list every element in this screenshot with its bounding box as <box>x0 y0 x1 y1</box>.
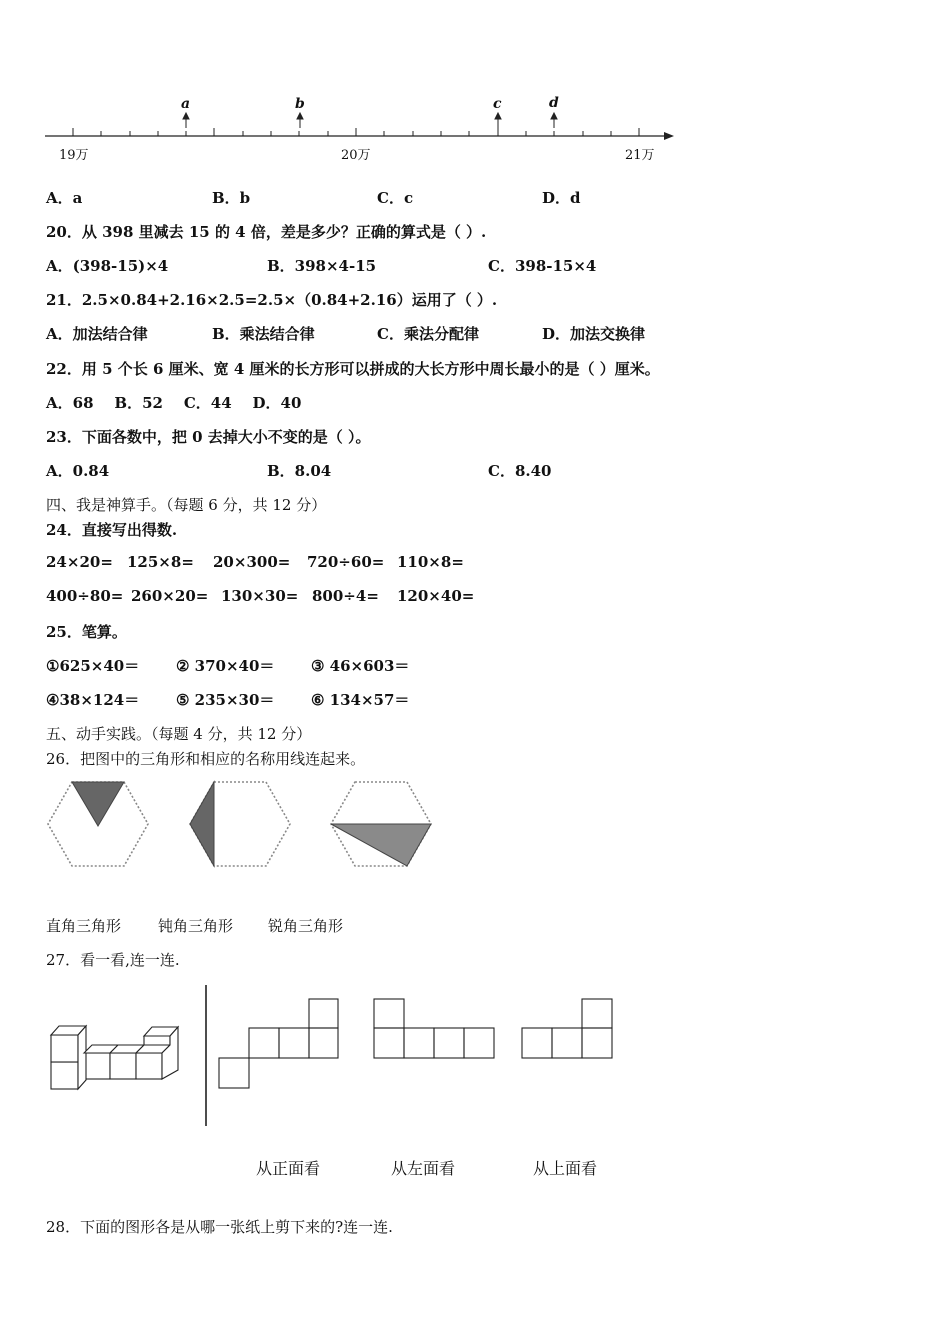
q23-option-c: C．8.40 <box>488 462 552 480</box>
q20-option-a: A．(398-15)×4 <box>46 257 169 275</box>
q24-item: 125×8= <box>127 553 194 571</box>
q19-option-d: D．d <box>542 189 581 207</box>
q22-options: A．68 B．52 C．44 D．40 <box>46 394 302 412</box>
q19-option-b: B．b <box>212 189 251 207</box>
q24-item: 400÷80= <box>46 587 124 605</box>
q19-option-a: A．a <box>46 189 83 207</box>
q24-text: 24．直接写出得数. <box>46 521 178 539</box>
triangle-label-obtuse: 钝角三角形 <box>158 917 234 935</box>
triangle-label-acute: 锐角三角形 <box>268 917 344 935</box>
view-left <box>374 999 494 1058</box>
number-line <box>0 0 950 170</box>
point-c-label: c <box>493 96 502 112</box>
q28-text: 28．下面的图形各是从哪一张纸上剪下来的?连一连. <box>46 1218 393 1236</box>
hexagon-3 <box>331 782 431 866</box>
q21-option-a: A．加法结合律 <box>46 325 148 343</box>
hexagon-2 <box>190 782 290 866</box>
q25-item: ② 370×40＝ <box>176 657 275 675</box>
q24-item: 110×8= <box>397 553 464 571</box>
q21-option-d: D．加法交换律 <box>542 325 646 343</box>
q21-text: 21．2.5×0.84+2.16×2.5=2.5×（0.84+2.16）运用了（ ）. <box>46 291 498 309</box>
view-top <box>522 999 612 1058</box>
q19-option-c: C．c <box>377 189 414 207</box>
point-b-label: b <box>295 96 305 112</box>
q20-option-c: C．398-15×4 <box>488 257 597 275</box>
q25-item: ③ 46×603＝ <box>311 657 410 675</box>
q27-figure <box>0 980 950 1140</box>
q27-text: 27．看一看,连一连. <box>46 951 180 969</box>
view-front <box>219 999 338 1088</box>
q24-item: 20×300= <box>213 553 291 571</box>
tick-21wan: 21万 <box>625 148 655 163</box>
q23-option-a: A．0.84 <box>46 462 110 480</box>
q23-text: 23．下面各数中，把 0 去掉大小不变的是（ ）。 <box>46 428 371 446</box>
point-d-label: d <box>549 95 559 111</box>
q24-item: 24×20= <box>46 553 113 571</box>
hexagon-1 <box>48 782 148 866</box>
view-label-top: 从上面看 <box>533 1159 598 1178</box>
tick-20wan: 20万 <box>341 148 371 163</box>
q21-option-c: C．乘法分配律 <box>377 325 479 343</box>
view-label-front: 从正面看 <box>256 1159 321 1178</box>
q25-item: ⑤ 235×30＝ <box>176 691 275 709</box>
cube-model <box>51 1026 178 1089</box>
point-a-label: a <box>181 96 191 112</box>
q24-item: 260×20= <box>131 587 209 605</box>
q24-item: 130×30= <box>221 587 299 605</box>
q24-item: 800÷4= <box>312 587 379 605</box>
triangle-label-right: 直角三角形 <box>46 917 122 935</box>
q21-option-b: B．乘法结合律 <box>212 325 315 343</box>
section-4-title: 四、我是神算手。（每题 6 分，共 12 分） <box>46 496 327 514</box>
q20-option-b: B．398×4-15 <box>267 257 377 275</box>
q24-item: 720÷60= <box>307 553 385 571</box>
section-5-title: 五、动手实践。（每题 4 分，共 12 分） <box>46 725 312 743</box>
q26-hexagons <box>0 770 950 880</box>
q20-text: 20．从 398 里减去 15 的 4 倍，差是多少？正确的算式是（ ）. <box>46 223 487 241</box>
tick-19wan: 19万 <box>59 148 89 163</box>
q22-text: 22．用 5 个长 6 厘米、宽 4 厘米的长方形可以拼成的大长方形中周长最小的是（ ）厘米。 <box>46 360 660 378</box>
q26-text: 26．把图中的三角形和相应的名称用线连起来。 <box>46 750 366 768</box>
view-label-left: 从左面看 <box>391 1159 456 1178</box>
q25-item: ①625×40＝ <box>46 657 140 675</box>
q23-option-b: B．8.04 <box>267 462 332 480</box>
q25-item: ④38×124＝ <box>46 691 140 709</box>
q25-item: ⑥ 134×57＝ <box>311 691 410 709</box>
q25-text: 25．笔算。 <box>46 623 127 641</box>
q24-item: 120×40= <box>397 587 475 605</box>
